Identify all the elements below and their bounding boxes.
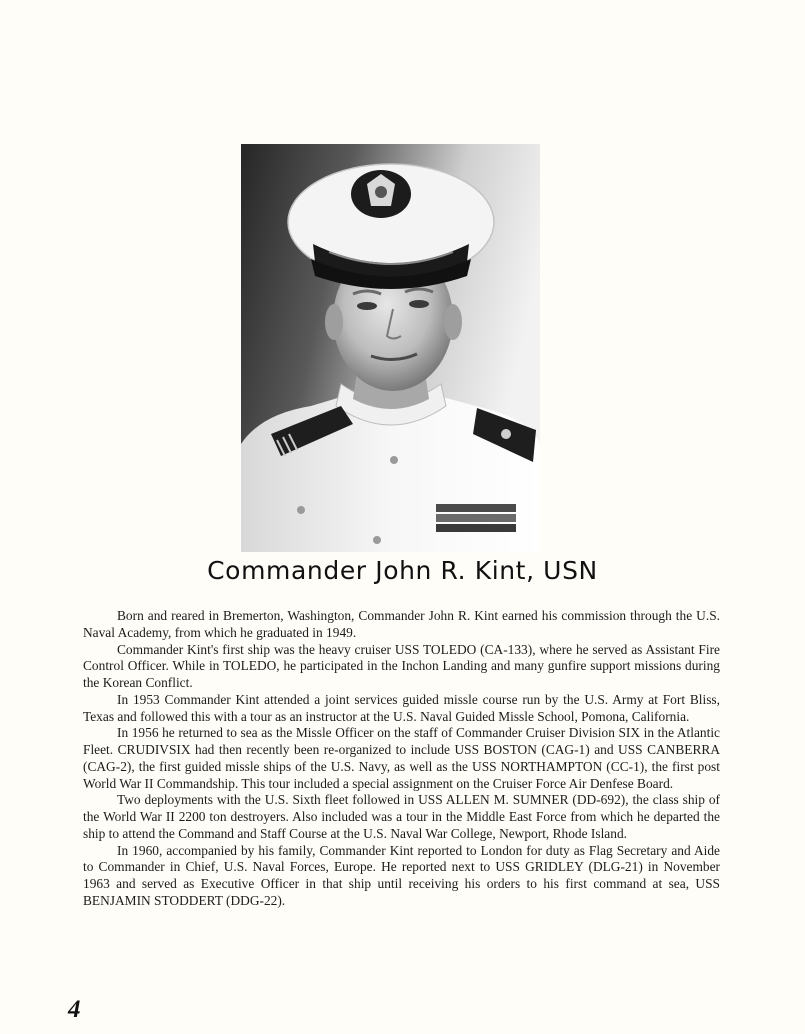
bio-paragraph: Born and reared in Bremerton, Washington, Commander John R. Kint earned his commission through the U.S. Naval Academy, from which he graduated in 1949.: [83, 608, 720, 640]
bio-paragraph: Commander Kint's first ship was the heavy cruiser USS TOLEDO (CA-133), where he served as Assistant Fire Control Officer. While in TOLEDO, he participated in the Inchon Landing and many gunfire support missions during the Korean Conflict.: [83, 641, 720, 690]
bio-paragraph: Two deployments with the U.S. Sixth fleet followed in USS ALLEN M. SUMNER (DD-692), the class ship of the World War II 2200 ton destroyers. Also included was a tour in the Middle East Force from which he departed the ship to attend the Command and Staff Course at the U.S. Naval War College, Newport, Rhode Island.: [83, 792, 720, 841]
page-number: 4: [68, 996, 81, 1023]
bio-paragraph: In 1953 Commander Kint attended a joint services guided missle course run by the U.S. Army at Fort Bliss, Texas and followed this with a tour as an instructor at the U.S. Naval Guided Missle School, Pomona, California.: [83, 691, 720, 724]
bio-paragraph: In 1956 he returned to sea as the Missle Officer on the staff of Commander Cruiser Division SIX in the Atlantic Fleet. CRUDIVSIX had then recently been re-organized to include USS BOSTON (CAG-1) and USS CANBERRA (CAG-2), the first guided missle ships of the U.S. Navy, as well as the USS NORTHAMPTON (CC-1), the first post World War II Commandship. This tour included a special assignment on the Cruiser Force Air Denfese Board.: [83, 725, 720, 791]
portrait-photo: [241, 144, 540, 552]
biography-text: [83, 608, 720, 910]
portrait-illustration: [241, 144, 540, 552]
page-title: Commander John R. Kint, USN: [207, 556, 598, 585]
bio-paragraph: In 1960, accompanied by his family, Commander Kint reported to London for duty as Flag Secretary and Aide to Commander in Chief, U.S. Naval Forces, Europe. He reported next to USS GRIDLEY (DLG-21) in November 1963 and served as Executive Officer in that ship until receiving his orders to his first command at sea, USS BENJAMIN STODDERT (DDG-22).: [83, 842, 720, 908]
